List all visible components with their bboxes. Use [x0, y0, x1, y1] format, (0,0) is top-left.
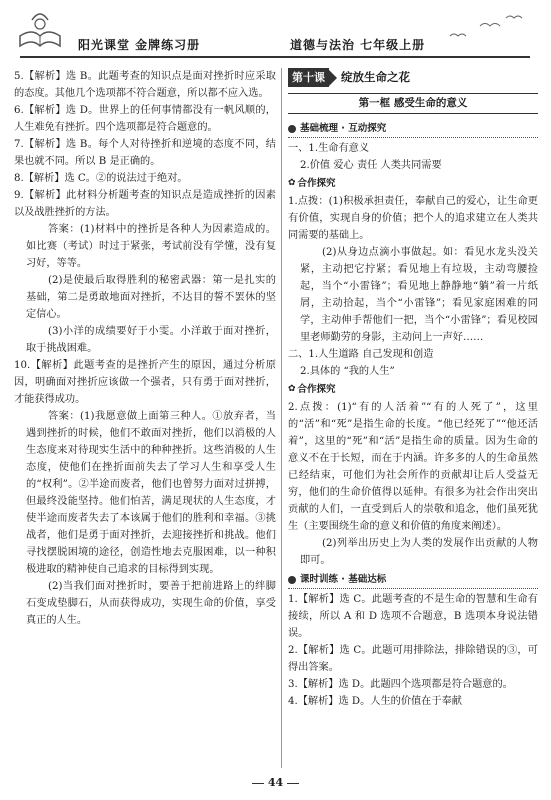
- lesson-title: 绽放生命之花: [341, 70, 410, 84]
- answer-item: 2.【解析】选 C。此题可用排除法，排除错误的③，可得出答案。: [288, 645, 538, 673]
- coop-heading: [288, 175, 538, 192]
- coop-heading: [288, 381, 538, 398]
- answer-item: 7.【解析】选 B。每个人对待挫折和逆境的态度不同，结果也就不同。所以 B 是正确的。: [14, 139, 276, 167]
- right-column: [288, 68, 538, 710]
- header-rule: [20, 56, 530, 58]
- frame-title: 第一框 感受生命的意义: [288, 93, 538, 114]
- answer-item: 10.【解析】此题考查的是挫折产生的原因，通过分析原因，明确面对挫折应该做一个强者，只有勇于面对挫折，才能获得成功。: [14, 360, 276, 405]
- answer-item: 2.点拨：(1)“有的人活着”“有的人死了”，这里的“活”和“死”是指生命的长度。“他已经死了”“他还活着”，这里的“死”和“活”是指生命的质量。因为生命的意义不在于长短，而在于内涵。许多多的人的生命虽然已经结束，可他们为社会所作的贡献却让后人受益无穷，他们的生命价值得以延伸。有很多为社会作出突出贡献的人们，一直受到后人的崇敬和追念，他们虽死犹生（主要围绕生命的意义和价值的角度来阐述）。: [288, 402, 538, 532]
- section-heading-label: 课时训练 · 基础达标: [300, 574, 387, 585]
- lesson-number: 第十课: [288, 68, 329, 87]
- answer-item: 1.【解析】选 C。此题考查的不是生命的智慧和生命有接续，所以 A 和 D 选项不合题意，B 选项本身说法错误。: [288, 594, 538, 639]
- page-header: [0, 0, 551, 62]
- answer-item: 5.【解析】选 B。此题考查的知识点是面对挫折时应采取的态度。其他几个选项都不符合题意，所以都不应入选。: [14, 71, 276, 99]
- arrow-icon: [329, 70, 337, 86]
- answer-item: 2.具体的 “我的人生”: [300, 366, 395, 377]
- answer-item: (2)列举出历史上为人类的发展作出贡献的人物即可。: [300, 538, 538, 566]
- answer-item: 3.【解析】选 D。此题四个选项都是符合题意的。: [288, 679, 513, 690]
- page-number: [0, 776, 551, 789]
- coop-heading-label: 合作探究: [297, 178, 336, 189]
- answer-item: 二、1.人生道路 自己发现和创造: [288, 349, 434, 360]
- bullet-icon: [288, 125, 296, 133]
- book-logo-icon: [14, 6, 66, 52]
- section-heading: [288, 120, 538, 138]
- page-number-label: 44: [267, 776, 284, 789]
- answer-item: (3)小洋的成绩要好于小雯。小洋敢于面对挫折，取于挑战困难。: [26, 326, 276, 354]
- book-series-title: 阳光课堂 金牌练习册: [78, 38, 201, 52]
- answer-item: 答案：(1)材料中的挫折是各种人为因素造成的。如比赛（考试）时过于紧张，考试前没有学懂，没有复习好，等等。: [26, 224, 276, 269]
- coop-heading-label: 合作探究: [297, 384, 336, 395]
- column-divider: [281, 68, 282, 768]
- answer-item: 8.【解析】选 C。②的说法过于绝对。: [14, 173, 188, 184]
- star-icon: ✿: [288, 384, 296, 394]
- answer-item: (2)当我们面对挫折时，要善于把前进路上的绊脚石变成垫脚石，从而获得成功，实现生命的价值，享受真正的人生。: [26, 581, 276, 626]
- section-heading: [288, 571, 538, 589]
- left-column: [14, 68, 276, 629]
- bullet-icon: [288, 576, 296, 584]
- lesson-heading: [288, 68, 538, 87]
- answer-item: 6.【解析】选 D。世界上的任何事情都没有一帆风顺的，人生难免有挫折。四个选项都是符合题意的。: [14, 105, 276, 133]
- birds-decoration-icon: [440, 8, 530, 48]
- answer-item: 答案：(1)我愿意做上面第三种人。①放弃者，当遇到挫折的时候，他们不敢面对挫折，他们以消极的人生态度来对待现实生活中的种种挫折。这些消极的人生态度，使他们在挫折面前失去了学习人生和享受人生的“权利”。②半途而废者，他们也曾努力面对过拼搏，但最终没能坚持。他们怕苦，满足现状的人生态度，才使半途而废者失去了本该属于他们的胜利和幸福。③挑战者，他们是勇于面对挫折，去迎接挫折和挑战。他们寻找摆脱困境的途径，创造性地去克服困难，以一种积极进取的精神使自己追求的目标得到实现。: [26, 411, 276, 575]
- section-heading-label: 基础梳理 · 互动探究: [300, 123, 387, 134]
- answer-item: 2.价值 爱心 责任 人类共同需要: [300, 160, 442, 171]
- answer-item: (2)从身边点滴小事做起。如：看见水龙头没关紧，主动把它拧紧；看见地上有垃圾，主动弯腰捡起，当个“小雷锋”；看见地上静静地“躺”着一片纸屑，主动拾起，当个“小雷锋”；看见家庭困难的同学，主动伸手帮他们一把，当个“小雷锋”；看见校园里老师勤劳的身影，主动问上一声好……: [300, 247, 538, 343]
- answer-item: 一、1.生命有意义: [288, 143, 370, 154]
- star-icon: ✿: [288, 178, 296, 188]
- answer-item: (2)是使最后取得胜利的秘密武器：第一是扎实的基础，第二是勇敢地面对挫折，不达目的誓不罢休的坚定信心。: [26, 275, 276, 320]
- answer-item: 4.【解析】选 D。人生的价值在于奉献: [288, 696, 462, 707]
- answer-item: 9.【解析】此材料分析题考查的知识点是造成挫折的因素以及战胜挫折的方法。: [14, 190, 276, 218]
- book-subject-title: 道德与法治 七年级上册: [290, 38, 426, 52]
- answer-item: 1.点拨：(1)积极承担责任，奉献自己的爱心，让生命更有价值，实现自身的价值；把个人的追求建立在人类共同需要的基础上。: [288, 196, 538, 241]
